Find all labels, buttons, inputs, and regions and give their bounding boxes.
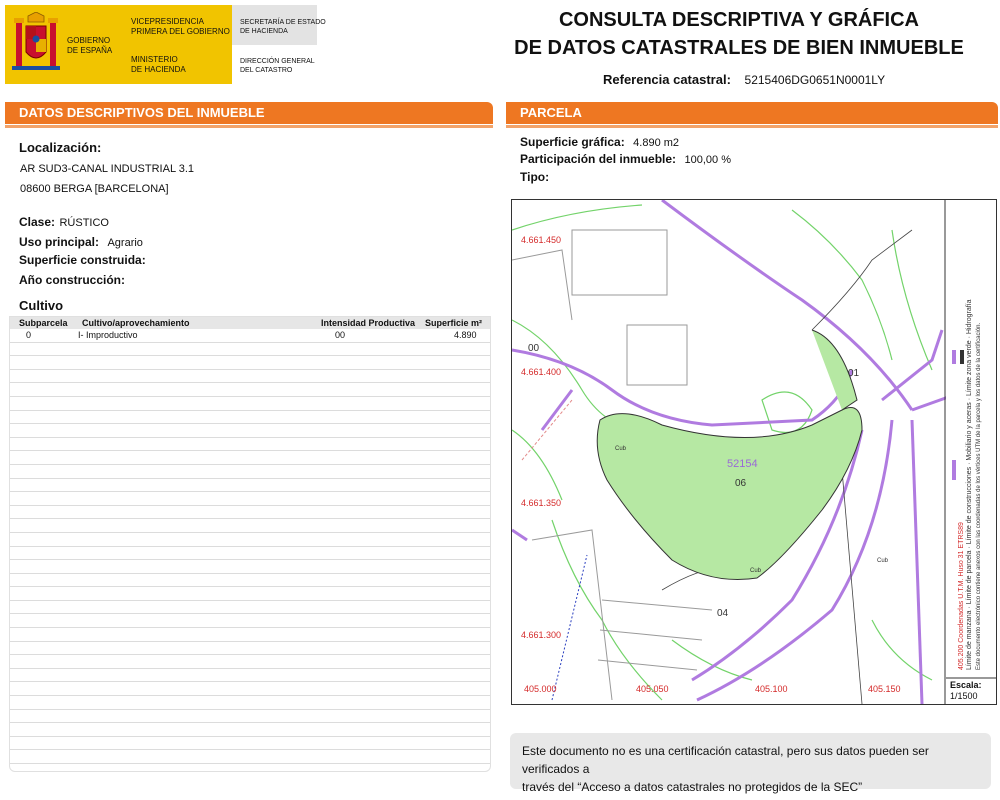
vicepresidencia-line1: VICEPRESIDENCIA: [131, 17, 204, 26]
table-row-empty: [10, 506, 490, 520]
descriptive-title-a: DATOS DESCRIPTIVOS DEL: [19, 105, 197, 120]
table-row-empty: [10, 574, 490, 588]
page-title-line2: DE DATOS CATASTRALES DE BIEN INMUEBLE: [514, 37, 964, 59]
table-row-empty: [10, 343, 490, 357]
parcel-num-label: 06: [735, 478, 747, 489]
table-row-empty: [10, 411, 490, 425]
disclaimer-line2: través del “Acceso a datos catastrales no protegidos de la SEC”: [522, 780, 863, 794]
map-y-label-2: 4.661.400: [521, 367, 562, 377]
map-y-label-1: 4.661.450: [521, 235, 562, 245]
map-drawing: [512, 200, 996, 704]
cell-intensidad: 00: [335, 330, 346, 340]
map-label-04: 04: [717, 608, 729, 619]
uso-label: Uso principal:: [19, 235, 100, 249]
table-row-empty: [10, 601, 490, 615]
header-cultivo: Cultivo/aprovechamiento: [82, 318, 190, 328]
direccion-text: [240, 57, 315, 75]
ministerio-text: [131, 55, 186, 75]
table-row-empty: [10, 438, 490, 452]
table-row-empty: [10, 492, 490, 506]
ref-label: Referencia catastral:: [603, 72, 731, 87]
cadastral-map[interactable]: [511, 199, 997, 705]
clase-field: [19, 213, 109, 231]
table-row-empty: [10, 655, 490, 669]
clase-label: Clase:: [19, 215, 56, 229]
map-label-cub-1: Cub: [615, 446, 627, 452]
table-row-empty: [10, 723, 490, 737]
table-row-empty: [10, 737, 490, 751]
legend-item-hidrografia: Hidrografía: [966, 299, 973, 335]
table-row-empty: [10, 710, 490, 724]
parcel-ref-label: 52154: [727, 458, 758, 470]
legend-item-construcciones: Límite de construcciones: [966, 466, 973, 545]
table-row-empty: [10, 424, 490, 438]
table-row-empty: [10, 533, 490, 547]
cell-superficie: 4.890: [454, 330, 477, 340]
gobierno-line2: DE ESPAÑA: [67, 46, 113, 55]
table-row-empty: [10, 669, 490, 683]
parcela-header-underline: [506, 125, 998, 128]
localizacion-label: Localización:: [19, 140, 102, 155]
map-label-cub-3: Cub: [877, 558, 889, 564]
empty-rows: [10, 343, 490, 772]
uso-field: [19, 233, 143, 251]
disclaimer-note: [510, 733, 991, 794]
vicepresidencia-line2: PRIMERA DEL GOBIERNO: [131, 27, 230, 36]
table-row-empty: [10, 547, 490, 561]
gobierno-line1: GOBIERNO: [67, 36, 111, 45]
cell-subparcela: 0: [26, 330, 32, 340]
scale-label: Escala:: [950, 680, 982, 690]
map-x-label-2: 405.050: [636, 684, 669, 694]
table-row-empty: [10, 356, 490, 370]
map-label-00: 00: [528, 343, 540, 354]
secretaria-line1: SECRETARÍA DE ESTADO: [240, 19, 326, 26]
table-row-empty: [10, 642, 490, 656]
ministerio-line1: MINISTERIO: [131, 55, 178, 64]
header-subparcela: Subparcela: [19, 318, 68, 328]
map-x-label-4: 405.150: [868, 684, 901, 694]
page-title-line1: CONSULTA DESCRIPTIVA Y GRÁFICA: [558, 9, 920, 31]
table-row-empty: [10, 465, 490, 479]
map-legend-note: Este documento electrónico contiene anexos con las coordenadas de los vértices UTM de la parcela y los datos de la certificación.: [976, 322, 982, 670]
descriptive-title-b: INMUEBLE: [196, 105, 265, 120]
table-row-empty: [10, 519, 490, 533]
clase-value: RÚSTICO: [59, 217, 109, 229]
header-intensidad: Intensidad Productiva: [321, 318, 416, 328]
uso-value: Agrario: [107, 237, 143, 249]
table-row-empty: [10, 370, 490, 384]
legend-item-zona-verde: Límite zona verde: [966, 340, 973, 397]
map-x-label-3: 405.100: [755, 684, 788, 694]
table-row-empty: [10, 587, 490, 601]
secretaria-line2: DE HACIENDA: [240, 28, 288, 35]
direccion-line1: DIRECCIÓN GENERAL: [240, 58, 315, 65]
map-label-01: 01: [848, 368, 860, 379]
gobierno-text: [67, 36, 112, 56]
anio-construccion-label: Año construcción:: [19, 273, 126, 287]
vicepresidencia-text: [131, 17, 230, 37]
secretaria-text: [240, 18, 326, 36]
legend-item-parcela: Límite de parcela: [966, 550, 973, 605]
direccion-line2: DEL CATASTRO: [240, 67, 293, 74]
table-row-empty: [10, 479, 490, 493]
participacion-label: Participación del inmueble:: [520, 152, 677, 166]
coat-of-arms-icon: [12, 12, 60, 76]
cultivo-title: Cultivo: [19, 298, 64, 313]
descriptive-section-header: [5, 102, 493, 124]
cadastral-reference: [603, 72, 885, 87]
table-row-empty: [10, 682, 490, 696]
legend-item-mobiliario: Mobiliario y aceras: [966, 402, 973, 461]
map-coords-text: 405.200 Coordenadas U.T.M. Huso 31 ETRS89: [958, 522, 965, 670]
cell-cultivo: I- Improductivo: [78, 330, 138, 340]
table-row-empty: [10, 451, 490, 465]
superficie-grafica-field: [520, 133, 679, 151]
superficie-grafica-value: 4.890 m2: [633, 137, 680, 149]
map-x-label-1: 405.000: [524, 684, 557, 694]
parcela-section-header: [506, 102, 998, 124]
table-row-empty: [10, 383, 490, 397]
map-legend: Límite de manzana · Límite de parcela · Límite de construcciones · Mobiliario y aceras · Límite zona verde · Hidrografía: [966, 299, 973, 670]
map-y-label-4: 4.661.300: [521, 630, 562, 640]
scale-value: 1/1500: [950, 691, 978, 701]
cultivo-table-header: [10, 317, 490, 329]
header-superficie: Superficie m²: [425, 318, 483, 328]
table-row-empty: [10, 750, 490, 764]
map-label-cub-2: Cub: [750, 568, 762, 574]
table-row-empty: [10, 614, 490, 628]
table-row-empty: [10, 696, 490, 710]
table-row-empty: [10, 397, 490, 411]
tipo-label: Tipo:: [520, 170, 550, 184]
cultivo-table: [9, 316, 491, 772]
table-row-empty: [10, 560, 490, 574]
participacion-field: [520, 150, 731, 168]
ref-value: 5215406DG0651N0001LY: [744, 73, 886, 87]
ministerio-line2: DE HACIENDA: [131, 65, 186, 74]
participacion-value: 100,00 %: [684, 154, 731, 166]
table-row-empty: [10, 764, 490, 772]
disclaimer-line1: Este documento no es una certificación catastral, pero sus datos pueden ser verificados a: [522, 744, 929, 776]
localizacion-line1: AR SUD3-CANAL INDUSTRIAL 3.1: [20, 163, 195, 175]
map-y-label-3: 4.661.350: [521, 498, 562, 508]
parcela-title: PARCELA: [520, 105, 582, 120]
table-row: [10, 329, 490, 343]
superficie-construida-label: Superficie construida:: [19, 253, 146, 267]
legend-item-manzana: Límite de manzana: [966, 610, 973, 670]
page-title: [500, 6, 978, 62]
descriptive-header-underline: [5, 125, 493, 128]
superficie-grafica-label: Superficie gráfica:: [520, 135, 625, 149]
localizacion-line2: 08600 BERGA [BARCELONA]: [20, 183, 169, 195]
table-row-empty: [10, 628, 490, 642]
